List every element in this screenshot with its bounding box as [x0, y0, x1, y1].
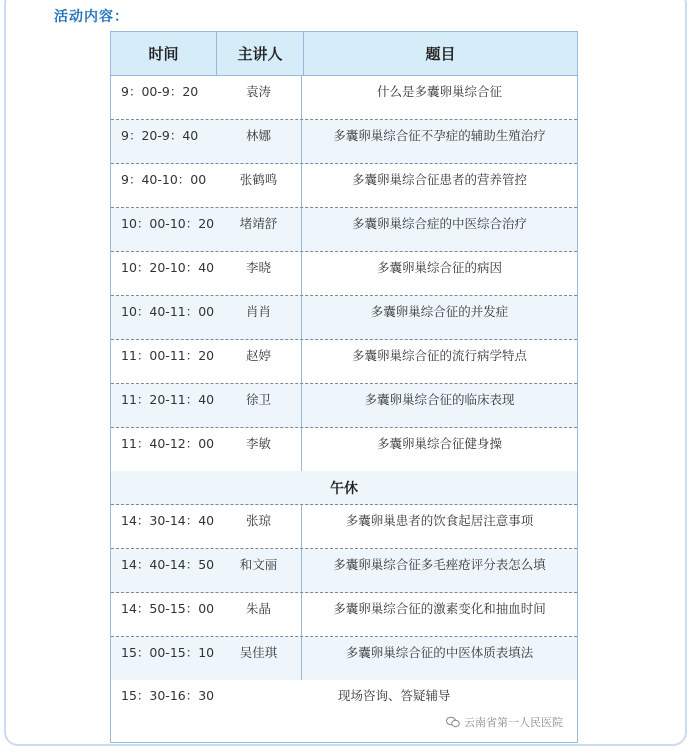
cell-speaker: 和文丽	[216, 549, 302, 592]
cell-topic: 多囊卵巢综合征的流行病学特点	[351, 348, 527, 363]
table-row	[111, 549, 577, 593]
watermark	[446, 714, 563, 730]
table-row	[111, 120, 577, 164]
cell-time: 11：00-11：20	[121, 348, 215, 363]
cell-speaker: 朱晶	[216, 593, 302, 636]
cell-time: 9：20-9：40	[121, 128, 199, 143]
cell-topic: 多囊卵巢综合征的中医体质表填法	[345, 645, 534, 660]
cell-speaker: 赵婷	[216, 340, 302, 383]
cell-topic: 多囊卵巢综合征不孕症的辅助生殖治疗	[333, 128, 546, 143]
cell-speaker: 张鹤鸣	[216, 164, 302, 207]
cell-time: 10：20-10：40	[121, 260, 215, 275]
section-title: 活动内容：	[54, 9, 129, 25]
cell-topic: 什么是多囊卵巢综合征	[376, 84, 502, 99]
table-row	[111, 384, 577, 428]
cell-time: 9：40-10：00	[121, 172, 207, 187]
table-row	[111, 76, 577, 120]
cell-time: 10：40-11：00	[121, 304, 215, 319]
cell-time: 15：00-15：10	[121, 645, 215, 660]
table-header	[111, 31, 577, 76]
cell-time: 11：20-11：40	[121, 392, 215, 407]
cell-speaker: 吴佳琪	[216, 637, 302, 680]
cell-speaker: 李敏	[216, 428, 302, 471]
cell-time: 14：30-14：40	[121, 513, 215, 528]
watermark-text: 云南省第一人民医院	[464, 716, 563, 729]
cell-time: 10：00-10：20	[121, 216, 215, 231]
cell-topic: 现场咨询、答疑辅导	[338, 688, 451, 703]
table-row	[111, 252, 577, 296]
header-time: 时间	[111, 32, 217, 75]
cell-time: 11：40-12：00	[121, 436, 215, 451]
cell-topic: 多囊卵巢综合征多毛痤疮评分表怎么填	[333, 557, 546, 572]
cell-topic: 多囊卵巢综合征的激素变化和抽血时间	[333, 601, 546, 616]
cell-time: 14：40-14：50	[121, 557, 215, 572]
table-row	[111, 637, 577, 680]
cell-time: 9：00-9：20	[121, 84, 199, 99]
table-row	[111, 164, 577, 208]
schedule-table	[110, 31, 578, 743]
cell-speaker: 肖肖	[216, 296, 302, 339]
cell-speaker: 林娜	[216, 120, 302, 163]
cell-topic: 多囊卵巢综合征的临床表现	[364, 392, 515, 407]
lunch-break-row: 午休	[111, 471, 577, 505]
table-row	[111, 296, 577, 340]
cell-topic: 多囊卵巢患者的饮食起居注意事项	[345, 513, 534, 528]
cell-topic: 多囊卵巢综合症的中医综合治疗	[351, 216, 527, 231]
cell-topic: 多囊卵巢综合征患者的营养管控	[351, 172, 527, 187]
header-speaker: 主讲人	[217, 32, 304, 75]
cell-speaker: 袁涛	[216, 76, 302, 119]
cell-speaker: 李晓	[216, 252, 302, 295]
table-row	[111, 505, 577, 549]
table-row	[111, 208, 577, 252]
table-row-last	[111, 680, 577, 742]
wechat-icon	[446, 716, 460, 728]
cell-speaker: 堵靖舒	[216, 208, 302, 251]
cell-topic: 多囊卵巢综合征健身操	[376, 436, 502, 451]
cell-topic: 多囊卵巢综合征的并发症	[370, 304, 509, 319]
table-row	[111, 593, 577, 637]
cell-speaker: 张琼	[216, 505, 302, 548]
cell-time: 14：50-15：00	[121, 601, 215, 616]
table-row	[111, 428, 577, 471]
cell-topic: 多囊卵巢综合征的病因	[376, 260, 502, 275]
cell-time: 15：30-16：30	[121, 688, 215, 703]
table-row	[111, 340, 577, 384]
cell-speaker: 徐卫	[216, 384, 302, 427]
header-topic: 题目	[425, 45, 456, 63]
